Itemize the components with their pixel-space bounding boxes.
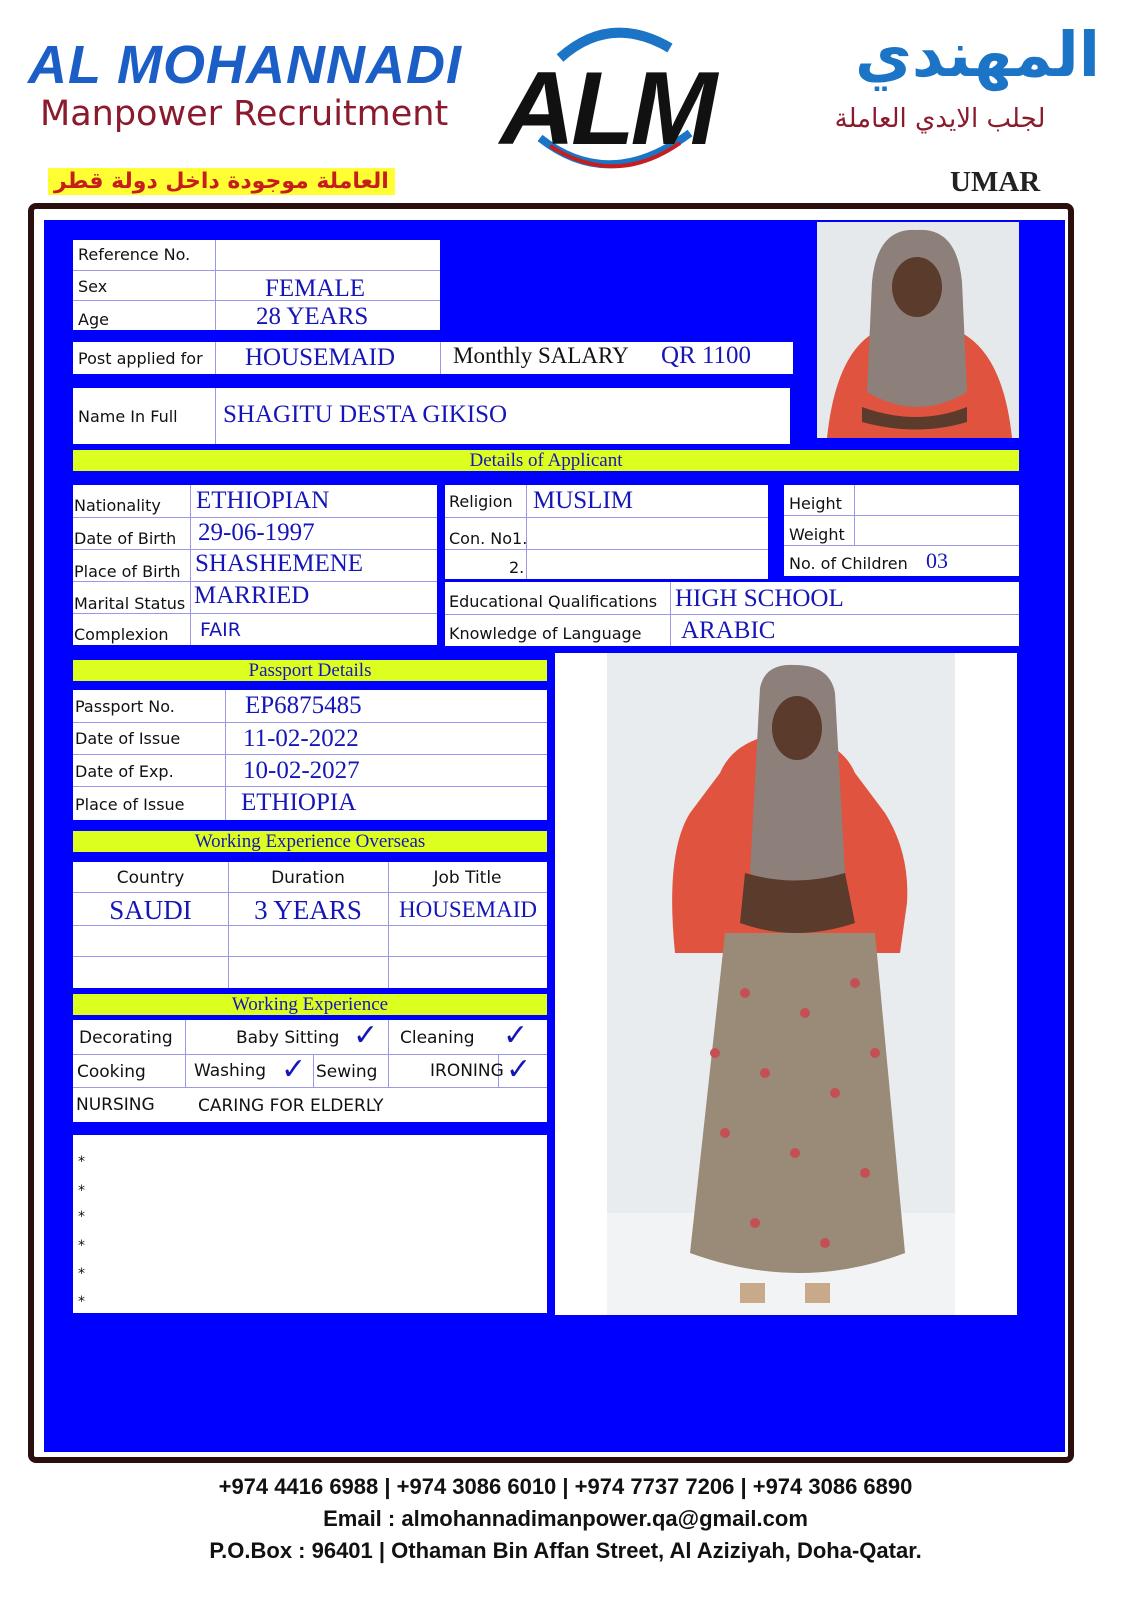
- col-country: Country: [116, 868, 185, 888]
- children-value: 03: [926, 548, 948, 573]
- issue-date-label: Date of Issue: [75, 729, 181, 748]
- passport-no-value: EP6875485: [245, 692, 362, 719]
- note-bullet: *: [78, 1154, 85, 1170]
- education-label: Educational Qualifications: [449, 592, 658, 611]
- height-label: Height: [789, 494, 842, 513]
- dob-value: 29-06-1997: [198, 519, 315, 546]
- issue-date-value: 11-02-2022: [243, 725, 359, 752]
- issue-place-value: ETHIOPIA: [241, 789, 357, 816]
- con2-label: 2.: [509, 558, 525, 577]
- skill-caring-elderly: CARING FOR ELDERLY: [198, 1096, 384, 1116]
- skill-cleaning: Cleaning: [400, 1028, 475, 1048]
- overseas-duration: 3 YEARS: [254, 895, 362, 925]
- marital-label: Marital Status: [74, 594, 186, 613]
- age-value: 28 YEARS: [256, 303, 369, 330]
- overseas-job: HOUSEMAID: [399, 897, 537, 922]
- agent-code: UMAR: [950, 166, 1041, 198]
- washing-check-icon: ✓: [281, 1052, 307, 1087]
- skill-baby-sitting: Baby Sitting: [236, 1028, 340, 1048]
- nationality-label: Nationality: [74, 496, 161, 515]
- identity-table: [73, 240, 440, 330]
- marital-value: MARRIED: [194, 582, 310, 609]
- weight-label: Weight: [789, 525, 845, 544]
- notes-box: [73, 1135, 547, 1313]
- col-job-title: Job Title: [433, 868, 502, 888]
- footer-address: P.O.Box : 96401 | Othaman Bin Affan Street, Al Aziziyah, Doha-Qatar.: [209, 1538, 922, 1563]
- note-bullet: *: [78, 1266, 85, 1282]
- skill-ironing: IRONING: [430, 1061, 504, 1081]
- person-full-body-icon: [555, 653, 1017, 1315]
- age-label: Age: [78, 310, 109, 329]
- complexion-label: Complexion: [74, 625, 169, 644]
- name-row: [73, 388, 790, 444]
- alm-logo: ALM: [500, 51, 714, 167]
- exp-date-label: Date of Exp.: [75, 762, 174, 781]
- passport-table: [73, 690, 547, 820]
- salary-value: QR 1100: [661, 342, 752, 369]
- skill-cooking: Cooking: [77, 1062, 146, 1082]
- passport-no-label: Passport No.: [75, 697, 175, 716]
- experience-title: Working Experience: [73, 994, 547, 1015]
- skill-nursing: NURSING: [76, 1095, 155, 1115]
- religion-label: Religion: [449, 492, 513, 511]
- person-portrait-icon: [817, 222, 1019, 438]
- physical-table: [784, 485, 1019, 576]
- details-left-table: [73, 485, 437, 645]
- note-bullet: *: [78, 1183, 85, 1199]
- note-bullet: *: [78, 1238, 85, 1254]
- language-label: Knowledge of Language: [449, 624, 642, 643]
- sex-value: FEMALE: [265, 275, 365, 302]
- reference-label: Reference No.: [78, 245, 191, 264]
- overseas-table: [73, 862, 547, 988]
- exp-date-value: 10-02-2027: [243, 757, 360, 784]
- note-bullet: *: [78, 1209, 85, 1225]
- brand-name-arabic: المهندي: [855, 18, 1100, 91]
- overseas-country: SAUDI: [109, 895, 192, 925]
- applicant-full-photo: [555, 653, 1017, 1315]
- baby-sitting-check-icon: ✓: [353, 1018, 379, 1053]
- con1-label: Con. No1.: [449, 529, 528, 548]
- location-note: العاملة موجودة داخل دولة قطر: [48, 168, 395, 195]
- experience-table: [73, 1020, 547, 1122]
- name-value: SHAGITU DESTA GIKISO: [223, 401, 508, 428]
- children-label: No. of Children: [789, 554, 908, 573]
- note-bullet: *: [78, 1294, 85, 1310]
- brand-tagline-english: Manpower Recruitment: [40, 94, 449, 134]
- name-label: Name In Full: [78, 407, 178, 426]
- skill-washing: Washing: [194, 1061, 267, 1081]
- cleaning-check-icon: ✓: [503, 1018, 529, 1053]
- religion-value: MUSLIM: [533, 487, 634, 514]
- education-value: HIGH SCHOOL: [675, 585, 844, 612]
- brand-name-english: AL MOHANNADI: [28, 35, 462, 95]
- col-duration: Duration: [271, 868, 345, 888]
- religion-table: [445, 485, 768, 579]
- ironing-check-icon: ✓: [506, 1052, 532, 1087]
- pob-label: Place of Birth: [74, 562, 181, 581]
- nationality-value: ETHIOPIAN: [196, 487, 330, 514]
- details-title: Details of Applicant: [73, 450, 1019, 471]
- overseas-title: Working Experience Overseas: [73, 831, 547, 852]
- pob-value: SHASHEMENE: [195, 550, 364, 577]
- complexion-value: FAIR: [200, 619, 241, 641]
- footer-email: Email : almohannadimanpower.qa@gmail.com: [323, 1506, 808, 1531]
- salary-label: Monthly SALARY: [453, 343, 629, 368]
- dob-label: Date of Birth: [74, 529, 177, 548]
- post-row: [73, 342, 793, 374]
- brand-tagline-arabic: لجلب الايدي العاملة: [834, 104, 1046, 134]
- issue-place-label: Place of Issue: [75, 795, 185, 814]
- footer-phones: +974 4416 6988 | +974 3086 6010 | +974 7737 7206 | +974 3086 6890: [218, 1474, 913, 1499]
- passport-title: Passport Details: [73, 660, 547, 681]
- education-table: [445, 582, 1019, 646]
- skill-decorating: Decorating: [79, 1028, 173, 1048]
- language-value: ARABIC: [681, 617, 776, 644]
- sex-label: Sex: [78, 277, 108, 296]
- skill-sewing: Sewing: [316, 1062, 378, 1082]
- post-value: HOUSEMAID: [245, 344, 395, 371]
- applicant-headshot: [817, 222, 1019, 438]
- post-label: Post applied for: [78, 349, 203, 368]
